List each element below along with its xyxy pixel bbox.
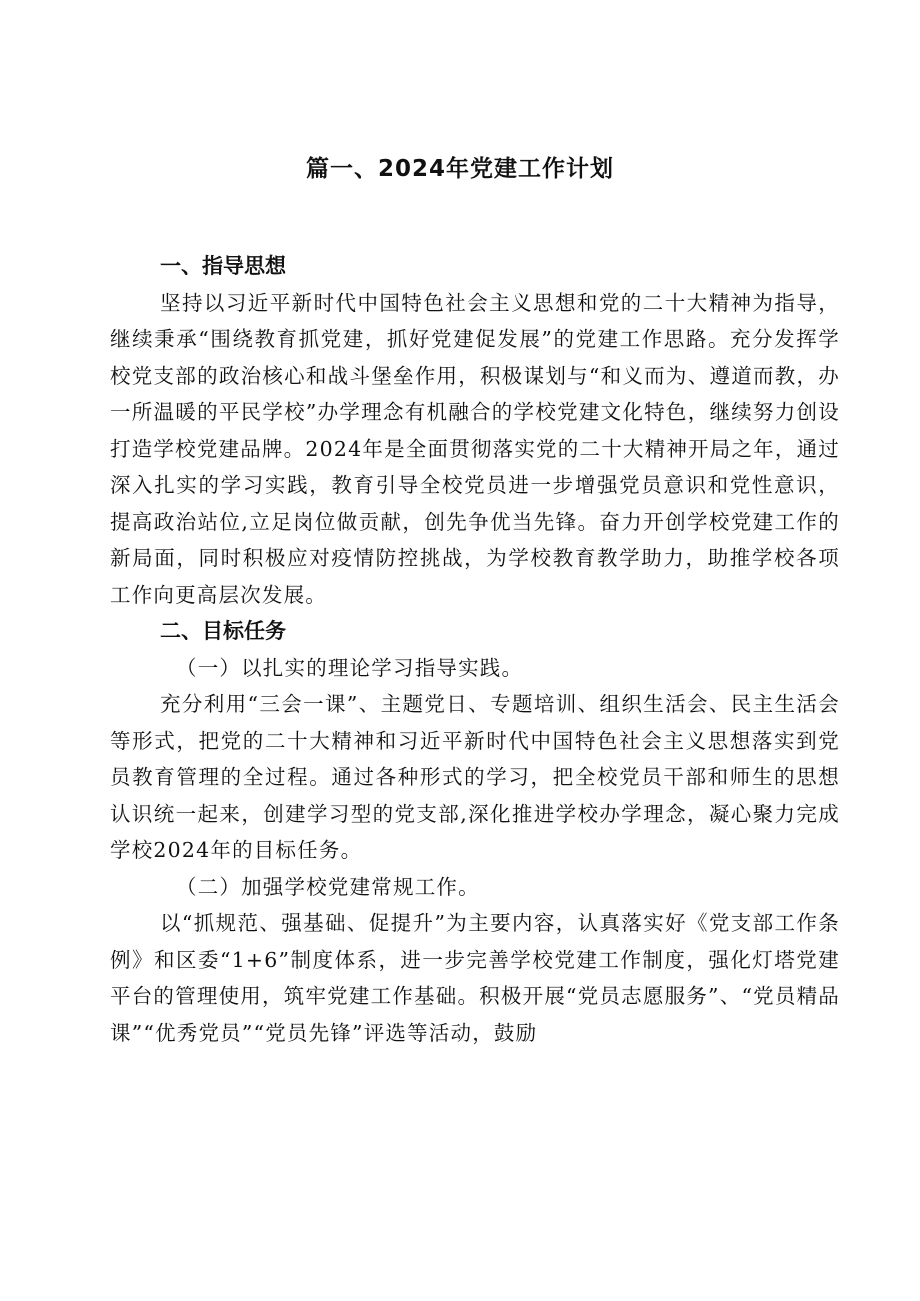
subheading-routine-work: （二）加强学校党建常规工作。 bbox=[176, 874, 480, 899]
page-title: 篇一、2024年党建工作计划 bbox=[305, 156, 614, 182]
section-heading-goals-tasks: 二、目标任务 bbox=[160, 619, 286, 643]
subheading-theory-study: （一）以扎实的理论学习指导实践。 bbox=[176, 655, 524, 680]
paragraph-theory-study: 充分利用“三会一课”、主题党日、专题培训、组织生活会、民主生活会等形式，把党的二十大精神和习近平新时代中国特色社会主义思想落实到党员教育管理的全过程。通过各种形式的学习，把全校党员干部和师生的思想认识统一起来，创建学习型的党支部,深化推进学校办学理念，凝心聚力完成学校2024年的目标任务。 bbox=[110, 692, 840, 862]
paragraph-routine-work: 以“抓规范、强基础、促提升”为主要内容，认真落实好《党支部工作条例》和区委“1+6”制度体系，进一步完善学校党建工作制度，强化灯塔党建平台的管理使用，筑牢党建工作基础。积极开展“党员志愿服务”、“党员精品课”“优秀党员”“党员先锋”评选等活动，鼓励 bbox=[110, 911, 840, 1045]
paragraph-guiding-ideology: 坚持以习近平新时代中国特色社会主义思想和党的二十大精神为指导，继续秉承“围绕教育抓党建，抓好党建促发展”的党建工作思路。充分发挥学校党支部的政治核心和战斗堡垒作用，积极谋划与“和义而为、遵道而教，办一所温暖的平民学校”办学理念有机融合的学校党建文化特色，继续努力创设打造学校党建品牌。2024年是全面贯彻落实党的二十大精神开局之年，通过深入扎实的学习实践，教育引导全校党员进一步增强党员意识和党性意识，提高政治站位,立足岗位做贡献，创先争优当先锋。奋力开创学校党建工作的新局面，同时积极应对疫情防控挑战，为学校教育教学助力，助推学校各项工作向更高层次发展。 bbox=[110, 290, 840, 607]
section-heading-guiding-ideology: 一、指导思想 bbox=[160, 254, 286, 278]
document-body bbox=[110, 248, 840, 1051]
